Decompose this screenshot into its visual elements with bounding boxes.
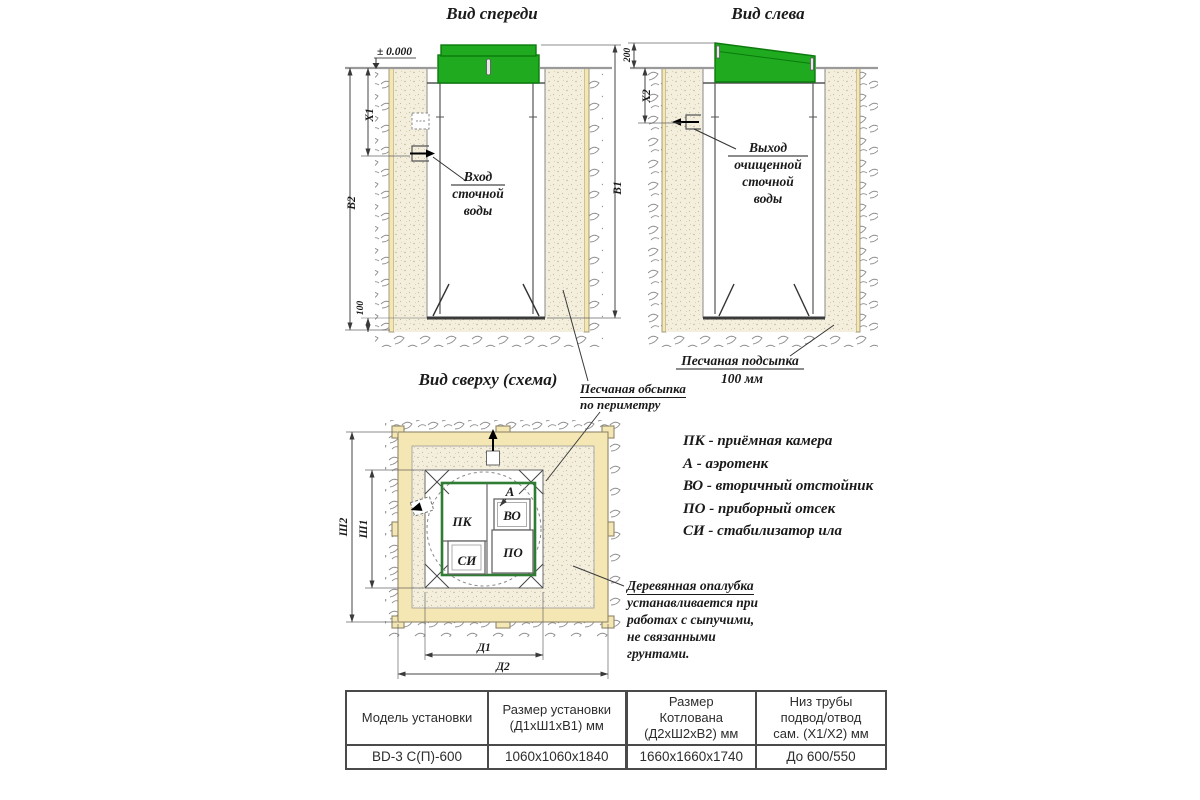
outlet-label-line3: сточной (742, 174, 794, 189)
chamber-vo-label: ВО (503, 508, 521, 523)
backfill-label-line1: Песчаная обсыпка (580, 381, 686, 396)
cell-unit-size: 1060х1060х1840 (488, 745, 626, 769)
legend-item-si: СИ - стабилизатор ила (683, 523, 842, 539)
legend-item-po: ПО - приборный отсек (683, 500, 836, 517)
legend-item-vo: ВО - вторичный отстойник (683, 478, 874, 494)
formwork-note-line3: работах с сыпучими, (627, 612, 755, 627)
cell-model: BD-3 С(П)-600 (346, 745, 488, 769)
formwork-note-line4: не связанными (627, 629, 716, 644)
bedding-label-line1: Песчаная подсыпка (681, 353, 799, 368)
top-view-drawing (335, 410, 625, 690)
legend-item-a: А - аэротенк (683, 455, 769, 472)
outlet-label-line4: воды (753, 191, 783, 206)
dim-d2-label: Д2 (496, 661, 510, 673)
spec-table-data-row (346, 745, 886, 769)
header-pit-size: Размер Котлована (Д2хШ2хВ2) мм (626, 691, 756, 745)
formwork-note-line2: устанавливается при (627, 595, 759, 610)
chamber-si-label: СИ (457, 553, 477, 568)
header-pipe-depth: Низ трубы подвод/отвод сам. (Х1/Х2) мм (756, 691, 886, 745)
outlet-label-line2: очищенной (734, 157, 802, 172)
chamber-po-label: ПО (503, 545, 523, 560)
dim-x1-label: Х1 (364, 108, 376, 122)
spec-table-header-row (346, 691, 886, 745)
outlet-label-line1: Выход (748, 140, 788, 155)
dim-b2-label: В2 (346, 196, 358, 210)
dim-sh2-label: Ш2 (338, 517, 350, 537)
level-mark (373, 46, 417, 69)
inlet-label-line1: Вход (463, 169, 493, 184)
formwork-note-line5: грунтами. (627, 646, 690, 661)
header-unit-size: Размер установки (Д1хШ1хВ1) мм (488, 691, 626, 745)
front-view-drawing (340, 25, 640, 360)
level-mark-text: ± 0.000 (377, 46, 413, 58)
header-model: Модель установки (346, 691, 488, 745)
cell-pit-size: 1660х1660х1740 (626, 745, 756, 769)
dim-x2-label: Х2 (641, 89, 653, 103)
legend (683, 430, 873, 543)
dim-b1-label: В1 (612, 181, 624, 195)
cell-pipe-depth: До 600/550 (756, 745, 886, 769)
backfill-label (580, 381, 686, 412)
left-view-drawing (620, 25, 900, 425)
formwork-note (627, 577, 758, 662)
bedding-label-line2: 100 мм (720, 371, 764, 386)
front-view-title: Вид спереди (446, 4, 538, 23)
chamber-pk-label: ПК (452, 514, 472, 529)
lid-handle (487, 59, 491, 75)
front-green-lid (438, 45, 539, 83)
left-green-lid (715, 43, 815, 82)
chamber-a-label: А (505, 484, 515, 499)
formwork-note-line1: Деревянная опалубка (627, 578, 754, 593)
dim-lid-height-label: 200 (623, 47, 633, 63)
left-view-title: Вид слева (731, 4, 805, 23)
inlet-label-line3: воды (463, 203, 493, 218)
spec-table (345, 690, 887, 770)
top-view-title: Вид сверху (схема) (418, 370, 558, 389)
inlet-label-line2: сточной (452, 186, 504, 201)
dim-sh1-label: Ш1 (358, 519, 370, 539)
legend-item-pk: ПК - приёмная камера (683, 433, 833, 449)
dim-d1-label: Д1 (477, 642, 491, 654)
backfill-label-line2: по периметру (580, 396, 661, 412)
bedding-label (676, 353, 804, 386)
dim-bedding-label: 100 (356, 300, 366, 316)
